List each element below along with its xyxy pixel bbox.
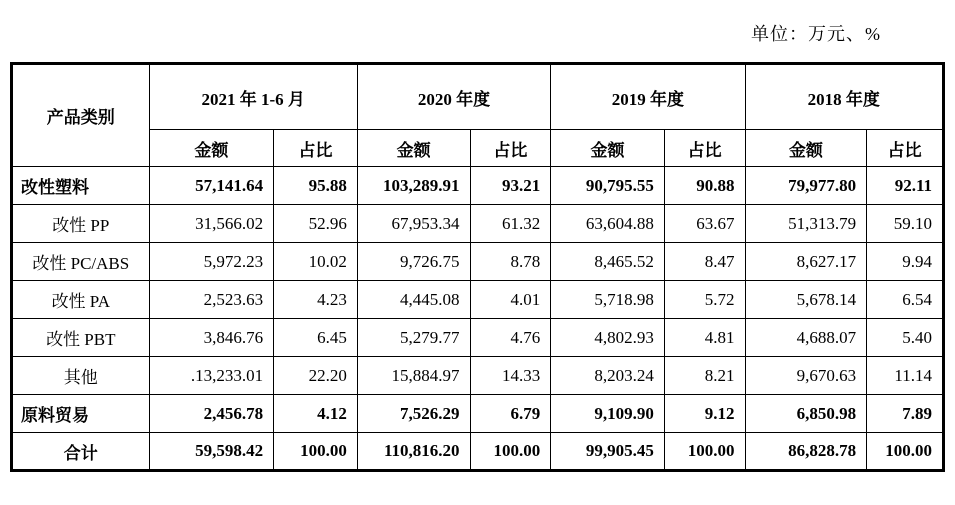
ratio-cell: 92.11 (867, 167, 944, 205)
table-row-others (12, 357, 944, 395)
amount-cell: .13,233.01 (149, 357, 274, 395)
ratio-cell: 4.81 (664, 319, 745, 357)
ratio-cell: 8.21 (664, 357, 745, 395)
amount-cell: 8,203.24 (551, 357, 665, 395)
amount-cell: 103,289.91 (357, 167, 470, 205)
amount-cell: 3,846.76 (149, 319, 274, 357)
amount-cell: 63,604.88 (551, 205, 665, 243)
amount-cell: 79,977.80 (745, 167, 867, 205)
unit-label: 单位：万元、% (751, 24, 881, 44)
table-row-modified-pbt (12, 319, 944, 357)
ratio-cell: 5.40 (867, 319, 944, 357)
ratio-cell: 4.12 (274, 395, 358, 433)
amount-cell: 5,972.23 (149, 243, 274, 281)
amount-header-2018: 金额 (745, 130, 867, 167)
amount-cell: 31,566.02 (149, 205, 274, 243)
amount-cell: 5,678.14 (745, 281, 867, 319)
product-category-table (10, 62, 945, 472)
table-row-total (12, 433, 944, 471)
ratio-cell: 4.01 (470, 281, 551, 319)
amount-cell: 7,526.29 (357, 395, 470, 433)
amount-cell: 9,670.63 (745, 357, 867, 395)
amount-cell: 8,627.17 (745, 243, 867, 281)
ratio-cell: 6.79 (470, 395, 551, 433)
amount-header-2020: 金额 (357, 130, 470, 167)
ratio-cell: 100.00 (470, 433, 551, 471)
category-cell: 改性塑料 (12, 167, 150, 205)
ratio-cell: 61.32 (470, 205, 551, 243)
amount-cell: 15,884.97 (357, 357, 470, 395)
product-category-header: 产品类别 (12, 64, 150, 167)
ratio-cell: 100.00 (274, 433, 358, 471)
ratio-cell: 52.96 (274, 205, 358, 243)
amount-cell: 4,688.07 (745, 319, 867, 357)
amount-cell: 90,795.55 (551, 167, 665, 205)
ratio-header-2021h1: 占比 (274, 130, 358, 167)
amount-cell: 5,718.98 (551, 281, 665, 319)
ratio-cell: 90.88 (664, 167, 745, 205)
amount-cell: 6,850.98 (745, 395, 867, 433)
amount-header-2021h1: 金额 (149, 130, 274, 167)
period-header-2020: 2020 年度 (357, 64, 550, 130)
ratio-cell: 9.12 (664, 395, 745, 433)
amount-cell: 4,802.93 (551, 319, 665, 357)
table-row-modified-pa (12, 281, 944, 319)
amount-header-2019: 金额 (551, 130, 665, 167)
amount-cell: 86,828.78 (745, 433, 867, 471)
ratio-cell: 6.54 (867, 281, 944, 319)
category-cell: 原料贸易 (12, 395, 150, 433)
amount-cell: 67,953.34 (357, 205, 470, 243)
ratio-header-2019: 占比 (664, 130, 745, 167)
period-header-2021h1: 2021 年 1-6 月 (149, 64, 357, 130)
category-cell: 改性 PBT (12, 319, 150, 357)
amount-cell: 59,598.42 (149, 433, 274, 471)
amount-cell: 99,905.45 (551, 433, 665, 471)
ratio-cell: 4.76 (470, 319, 551, 357)
ratio-cell: 11.14 (867, 357, 944, 395)
amount-cell: 2,523.63 (149, 281, 274, 319)
ratio-cell: 63.67 (664, 205, 745, 243)
table-row-raw-material-trade (12, 395, 944, 433)
ratio-cell: 8.78 (470, 243, 551, 281)
period-header-2019: 2019 年度 (551, 64, 745, 130)
category-cell: 改性 PA (12, 281, 150, 319)
ratio-cell: 10.02 (274, 243, 358, 281)
ratio-cell: 7.89 (867, 395, 944, 433)
ratio-cell: 14.33 (470, 357, 551, 395)
ratio-cell: 22.20 (274, 357, 358, 395)
ratio-cell: 5.72 (664, 281, 745, 319)
category-cell: 改性 PC/ABS (12, 243, 150, 281)
amount-cell: 5,279.77 (357, 319, 470, 357)
header-row-periods (12, 64, 944, 130)
ratio-cell: 93.21 (470, 167, 551, 205)
header-row-subcolumns (12, 130, 944, 167)
category-cell: 改性 PP (12, 205, 150, 243)
ratio-cell: 95.88 (274, 167, 358, 205)
ratio-cell: 4.23 (274, 281, 358, 319)
category-cell: 其他 (12, 357, 150, 395)
amount-cell: 110,816.20 (357, 433, 470, 471)
amount-cell: 9,726.75 (357, 243, 470, 281)
ratio-cell: 100.00 (664, 433, 745, 471)
ratio-cell: 59.10 (867, 205, 944, 243)
amount-cell: 8,465.52 (551, 243, 665, 281)
amount-cell: 51,313.79 (745, 205, 867, 243)
ratio-cell: 9.94 (867, 243, 944, 281)
ratio-header-2020: 占比 (470, 130, 551, 167)
category-cell: 合计 (12, 433, 150, 471)
table-row-modified-pp (12, 205, 944, 243)
ratio-cell: 6.45 (274, 319, 358, 357)
amount-cell: 9,109.90 (551, 395, 665, 433)
table-row-modified-pcabs (12, 243, 944, 281)
amount-cell: 4,445.08 (357, 281, 470, 319)
ratio-cell: 8.47 (664, 243, 745, 281)
amount-cell: 2,456.78 (149, 395, 274, 433)
ratio-cell: 100.00 (867, 433, 944, 471)
table-row-modified-plastics (12, 167, 944, 205)
ratio-header-2018: 占比 (867, 130, 944, 167)
period-header-2018: 2018 年度 (745, 64, 943, 130)
amount-cell: 57,141.64 (149, 167, 274, 205)
